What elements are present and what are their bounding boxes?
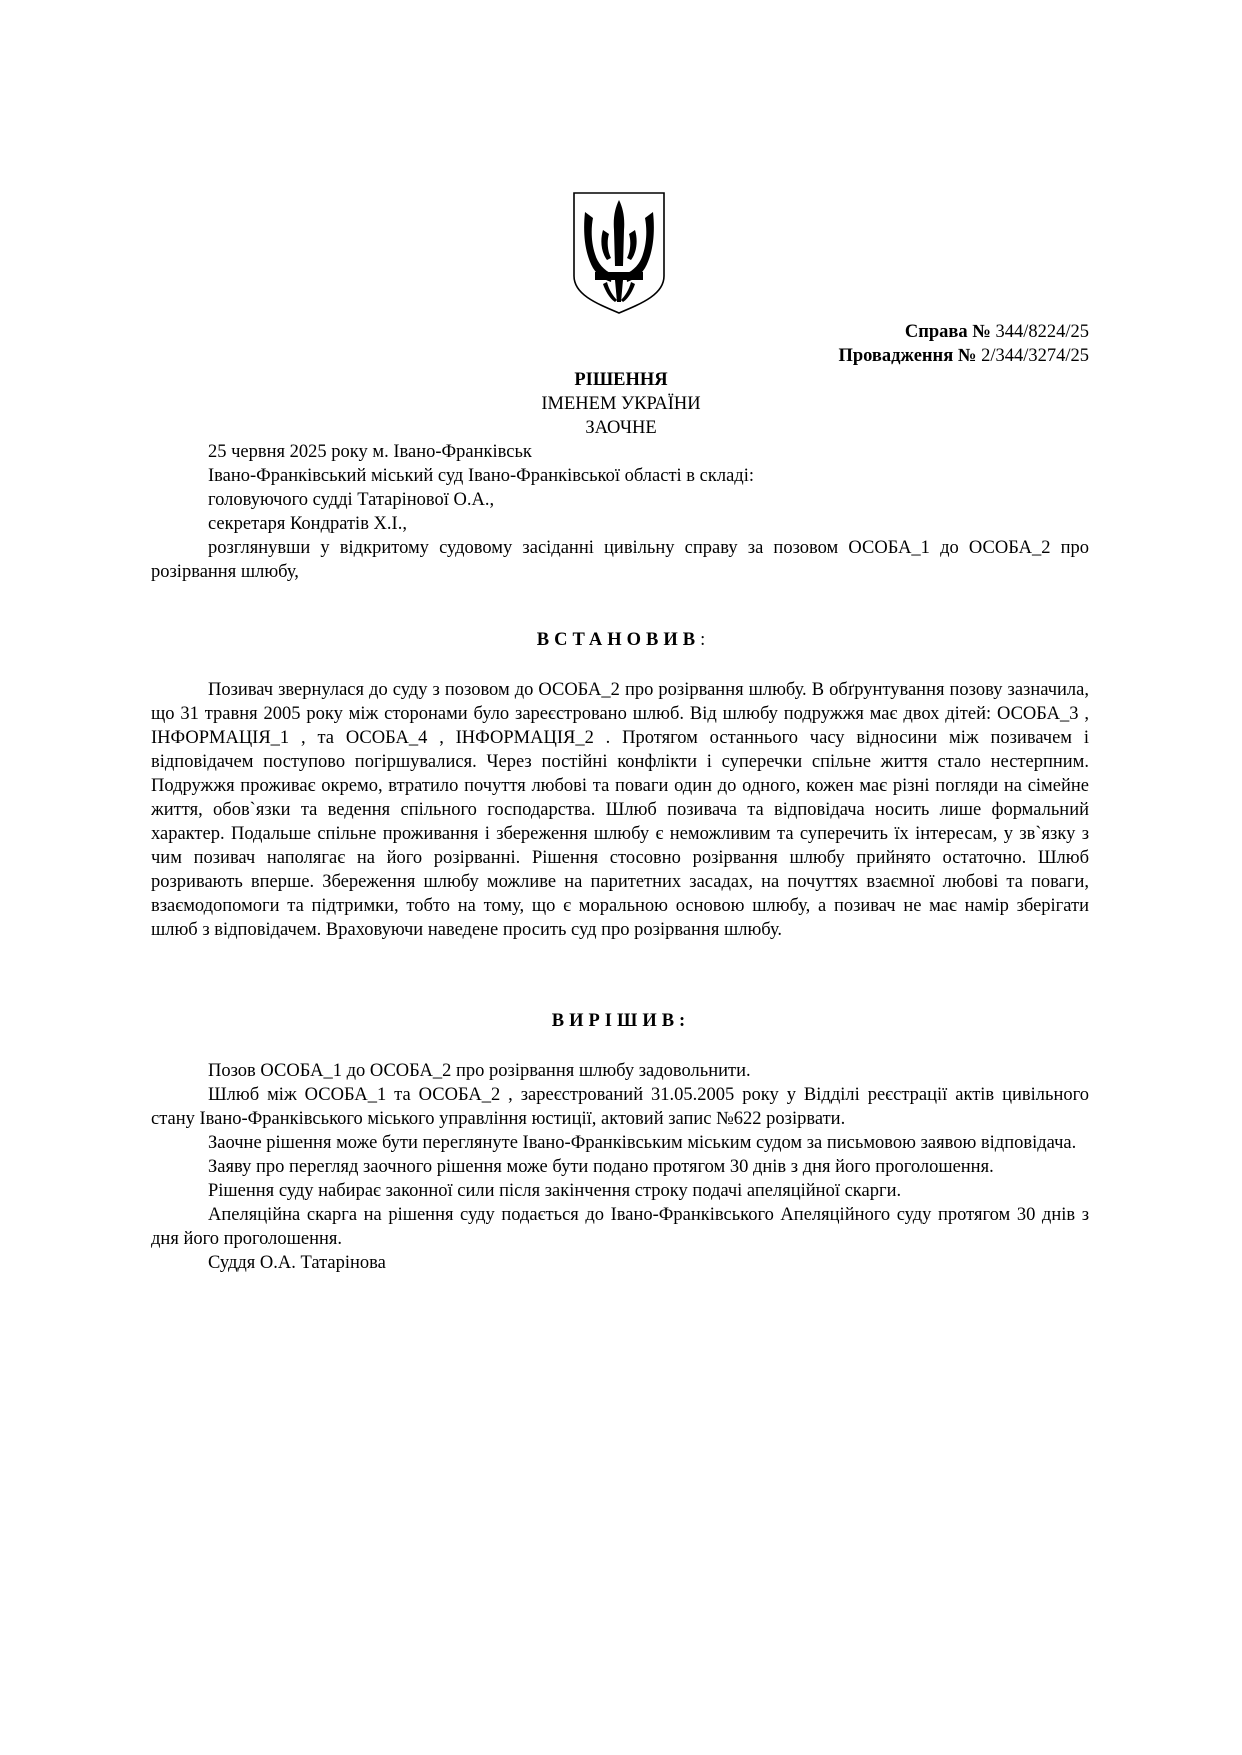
case-considered: розглянувши у відкритому судовому засіданні цивільну справу за позовом ОСОБА_1 до ОСОБА_2 про розірвання шлюбу, — [151, 538, 1089, 582]
decision-claim-granted: Позов ОСОБА_1 до ОСОБА_2 про розірвання шлюбу задовольнити. — [208, 1061, 751, 1081]
document-title — [0, 368, 1242, 440]
title-type: ЗАОЧНЕ — [585, 418, 657, 438]
date-place: 25 червня 2025 року м. Івано-Франківськ — [208, 442, 532, 462]
established-section — [151, 678, 1089, 942]
decided-section — [151, 1059, 1089, 1275]
case-label: Справа № — [904, 322, 991, 342]
established-text: Позивач звернулася до суду з позовом до ОСОБА_2 про розірвання шлюбу. В обґрунтування позову зазначила, що 31 травня 2005 року між сторонами було зареєстровано шлюб. Від шлюбу подружжя має двох дітей: ОСОБА_3 , ІНФОРМАЦІЯ_1 , та ОСОБА_4 , ІНФОРМАЦІЯ_2 . Протягом останнього часу відносини між позивачем і відповідачем поступово погіршувалися. Через постійні конфлікти і суперечки спільне життя стало нестерпним. Подружжя проживає окремо, втратило почуття любові та поваги один до одного, кожен має різні погляди на сімейне життя, обов`язки та ведення спільного господарства. Шлюб позивача та відповідача носить лише формальний характер. Подальше спільне проживання і збереження шлюбу є неможливим та суперечить їх інтересам, у зв`язку з чим позивач наполягає на його розірванні. Рішення стосовно розірвання шлюбу прийнято остаточно. Шлюб розривають вперше. Збереження шлюбу можливе на паритетних засадах, на почуттях взаємної любові та поваги, взаємодопомоги та підтримки, тобто на тому, що є моральною основою шлюбу, а позивач не має намір зберігати шлюб з відповідачем. Враховуючи наведене просить суд про розірвання шлюбу. — [151, 680, 1089, 940]
proceeding-number-line — [838, 344, 1089, 368]
established-heading-text: ВСТАНОВИВ — [536, 630, 701, 650]
court-secretary: секретаря Кондратів Х.І., — [208, 514, 407, 534]
case-info — [838, 320, 1089, 368]
decision-effect: Рішення суду набирає законної сили після закінчення строку подачі апеляційної скарги. — [208, 1181, 902, 1201]
title-main: РІШЕННЯ — [574, 370, 668, 390]
intro-section — [151, 440, 1089, 584]
court-composition: Івано-Франківський міський суд Івано-Франківської області в складі: — [208, 466, 754, 486]
decision-review-right: Заочне рішення може бути переглянуте Івано-Франківським міським судом за письмовою заявою відповідача. — [208, 1133, 1077, 1153]
presiding-judge: головуючого судді Татарінової О.А., — [208, 490, 495, 510]
decision-appeal: Апеляційна скарга на рішення суду подається до Івано-Франківського Апеляційного суду протягом 30 днів з дня його проголошення. — [151, 1205, 1089, 1249]
case-number-line — [838, 320, 1089, 344]
proceeding-label: Провадження № — [838, 346, 977, 366]
judge-signature: Суддя О.А. Татарінова — [208, 1253, 386, 1273]
case-number: 344/8224/25 — [995, 322, 1089, 342]
proceeding-number: 2/344/3274/25 — [981, 346, 1089, 366]
title-subtitle: ІМЕНЕМ УКРАЇНИ — [541, 394, 701, 414]
coat-of-arms-emblem — [571, 190, 667, 316]
established-heading — [0, 628, 1242, 652]
decided-heading: ВИРІШИВ: — [551, 1011, 691, 1031]
decision-marriage-dissolved: Шлюб між ОСОБА_1 та ОСОБА_2 , зареєстрований 31.05.2005 року у Відділі реєстрації актів цивільного стану Івано-Франківського міського управління юстиції, актовий запис №622 розірвати. — [151, 1085, 1089, 1129]
established-heading-colon: : — [700, 630, 706, 650]
decision-review-term: Заяву про перегляд заочного рішення може бути подано протягом 30 днів з дня його проголошення. — [208, 1157, 994, 1177]
